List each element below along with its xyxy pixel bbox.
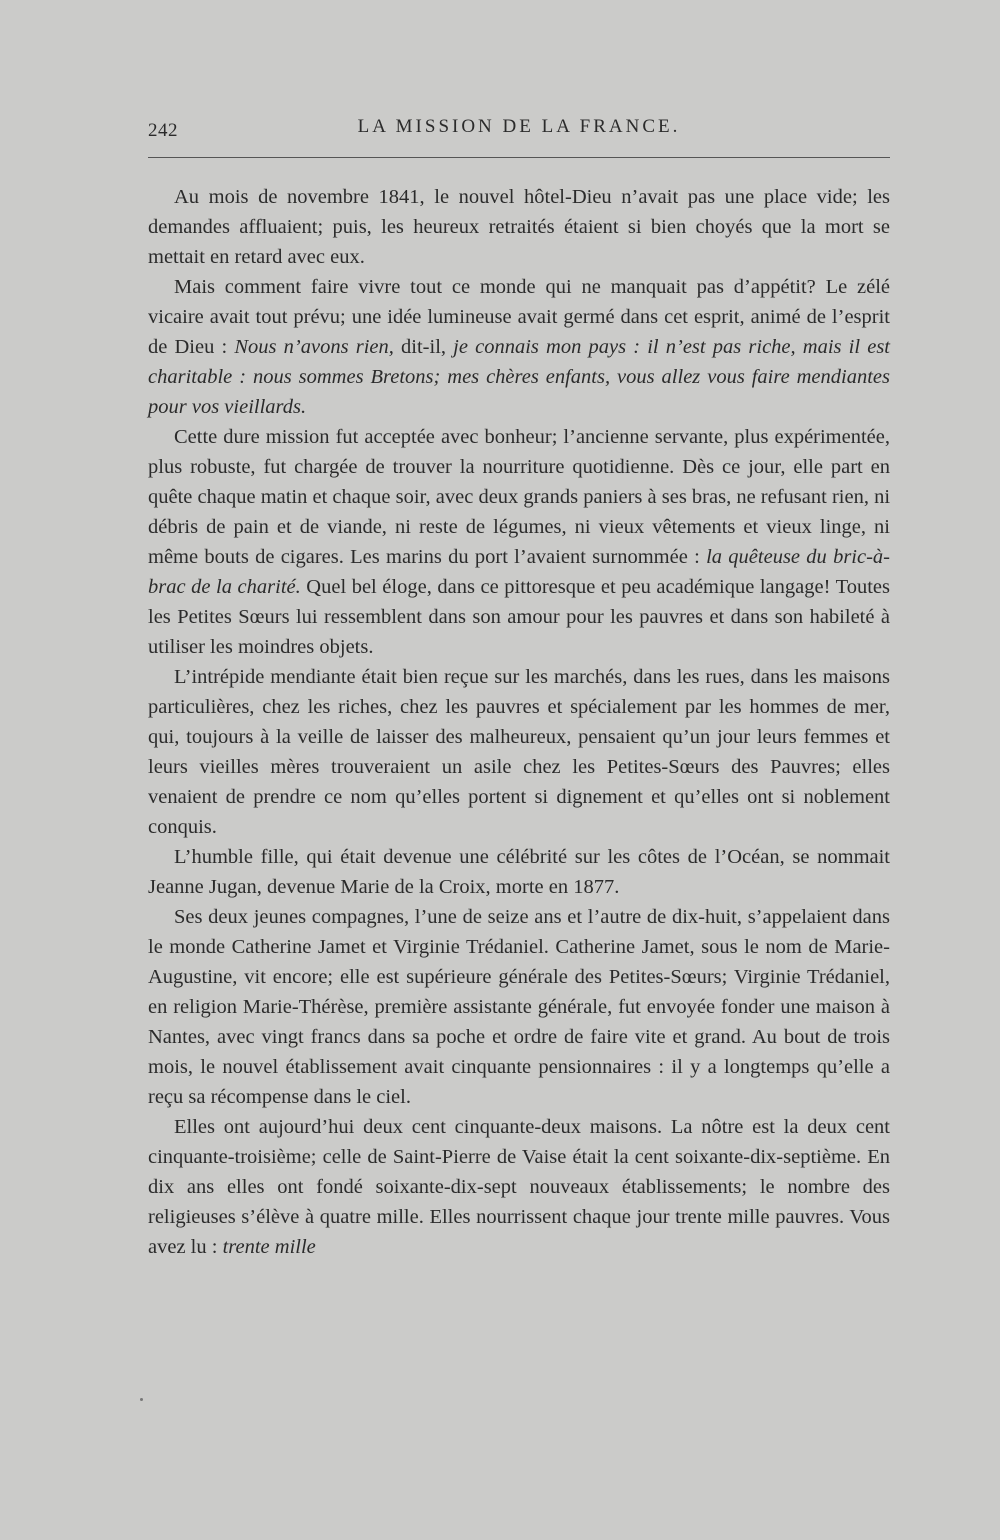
paragraph (148, 1112, 890, 1262)
paragraph (148, 182, 890, 272)
paragraph (148, 272, 890, 422)
header-rule (148, 157, 890, 158)
body-text (148, 182, 890, 1262)
text-run: Quel bel éloge, dans ce pittoresque et peu académique langage! Toutes les Petites Sœurs lui ressemblent dans son amour pour les pauvres et dans son habileté à utiliser les moindres objets. (148, 576, 890, 658)
running-head (148, 114, 890, 144)
running-title: LA MISSION DE LA FRANCE. (357, 116, 681, 137)
text-run: Cette dure mission fut acceptée avec bonheur; l’ancienne servante, plus expérimentée, plus robuste, fut chargée de trouver la nourriture quotidienne. Dès ce jour, elle part en quête chaque matin et chaque soir, avec deux grands paniers à ses bras, ne refusant rien, ni débris de pain et de viande, ni reste de légumes, ni vieux vêtements et vieux linge, ni même bouts de cigares. Les marins du port l’avaient surnommée : (148, 426, 891, 568)
paragraph (148, 662, 890, 842)
text-run: Elles ont aujourd’hui deux cent cinquante-deux maisons. La nôtre est la deux cent cinquante-troisième; celle de Saint-Pierre de Vaise était la cent soixante-dix-septième. En dix ans elles ont fondé soixante-dix-sept nouveaux établissements; le nombre des religieuses s’élève à quatre mille. Elles nourrissent chaque jour trente mille pauvres. Vous avez lu : (148, 1116, 890, 1258)
text-run: L’humble fille, qui était devenue une célébrité sur les côtes de l’Océan, se nommait Jeanne Jugan, devenue Marie de la Croix, morte en 1877. (148, 846, 890, 898)
paragraph (148, 842, 890, 902)
text-run: Au mois de novembre 1841, le nouvel hôtel-Dieu n’avait pas une place vide; les demandes affluaient; puis, les heureux retraités étaient si bien choyés que la mort se mettait en retard avec eux. (148, 186, 890, 268)
page-number: 242 (148, 120, 178, 141)
text-run: L’intrépide mendiante était bien reçue sur les marchés, dans les rues, dans les maisons particulières, chez les riches, chez les pauvres et spécialement par les hommes de mer, qui, toujours à la veille de laisser des malheureux, pensaient qu’un jour leurs femmes et leurs vieilles mères trouveraient un asile chez les Petites-Sœurs des Pauvres; elles venaient de prendre ce nom qu’elles portent si dignement et qu’elles ont si noblement conquis. (148, 666, 890, 838)
text-run: Ses deux jeunes compagnes, l’une de seize ans et l’autre de dix-huit, s’appelaient dans le monde Catherine Jamet et Virginie Trédaniel. Catherine Jamet, sous le nom de Marie-Augustine, vit encore; elle est supérieure générale des Petites-Sœurs; Virginie Trédaniel, en religion Marie-Thérèse, première assistante générale, fut envoyée fonder une maison à Nantes, avec vingt francs dans sa poche et ordre de faire vite et grand. Au bout de trois mois, le nouvel établissement avait cinquante pensionnaires : il y a longtemps qu’elle a reçu sa récompense dans le ciel. (148, 906, 890, 1108)
text-run: dit-il, (393, 336, 454, 358)
italic-text: trente mille (222, 1236, 316, 1258)
italic-text: je connais mon pays : il n’est pas riche, mais il est charitable : nous sommes Bretons; mes chères enfants, vous allez vous faire mendiantes pour vos vieillards. (148, 336, 890, 418)
text-run: Mais comment faire vivre tout ce monde qui ne manquait pas d’appétit? Le zélé vicaire avait tout prévu; une idée lumineuse avait germé dans cet esprit, animé de l’esprit de Dieu : (148, 276, 890, 358)
italic-text: Nous n’avons rien, (234, 336, 394, 358)
paragraph (148, 902, 890, 1112)
paragraph (148, 422, 890, 662)
italic-text: la quêteuse du bric-à-brac de la charité. (148, 546, 891, 598)
print-speck (140, 1398, 143, 1401)
